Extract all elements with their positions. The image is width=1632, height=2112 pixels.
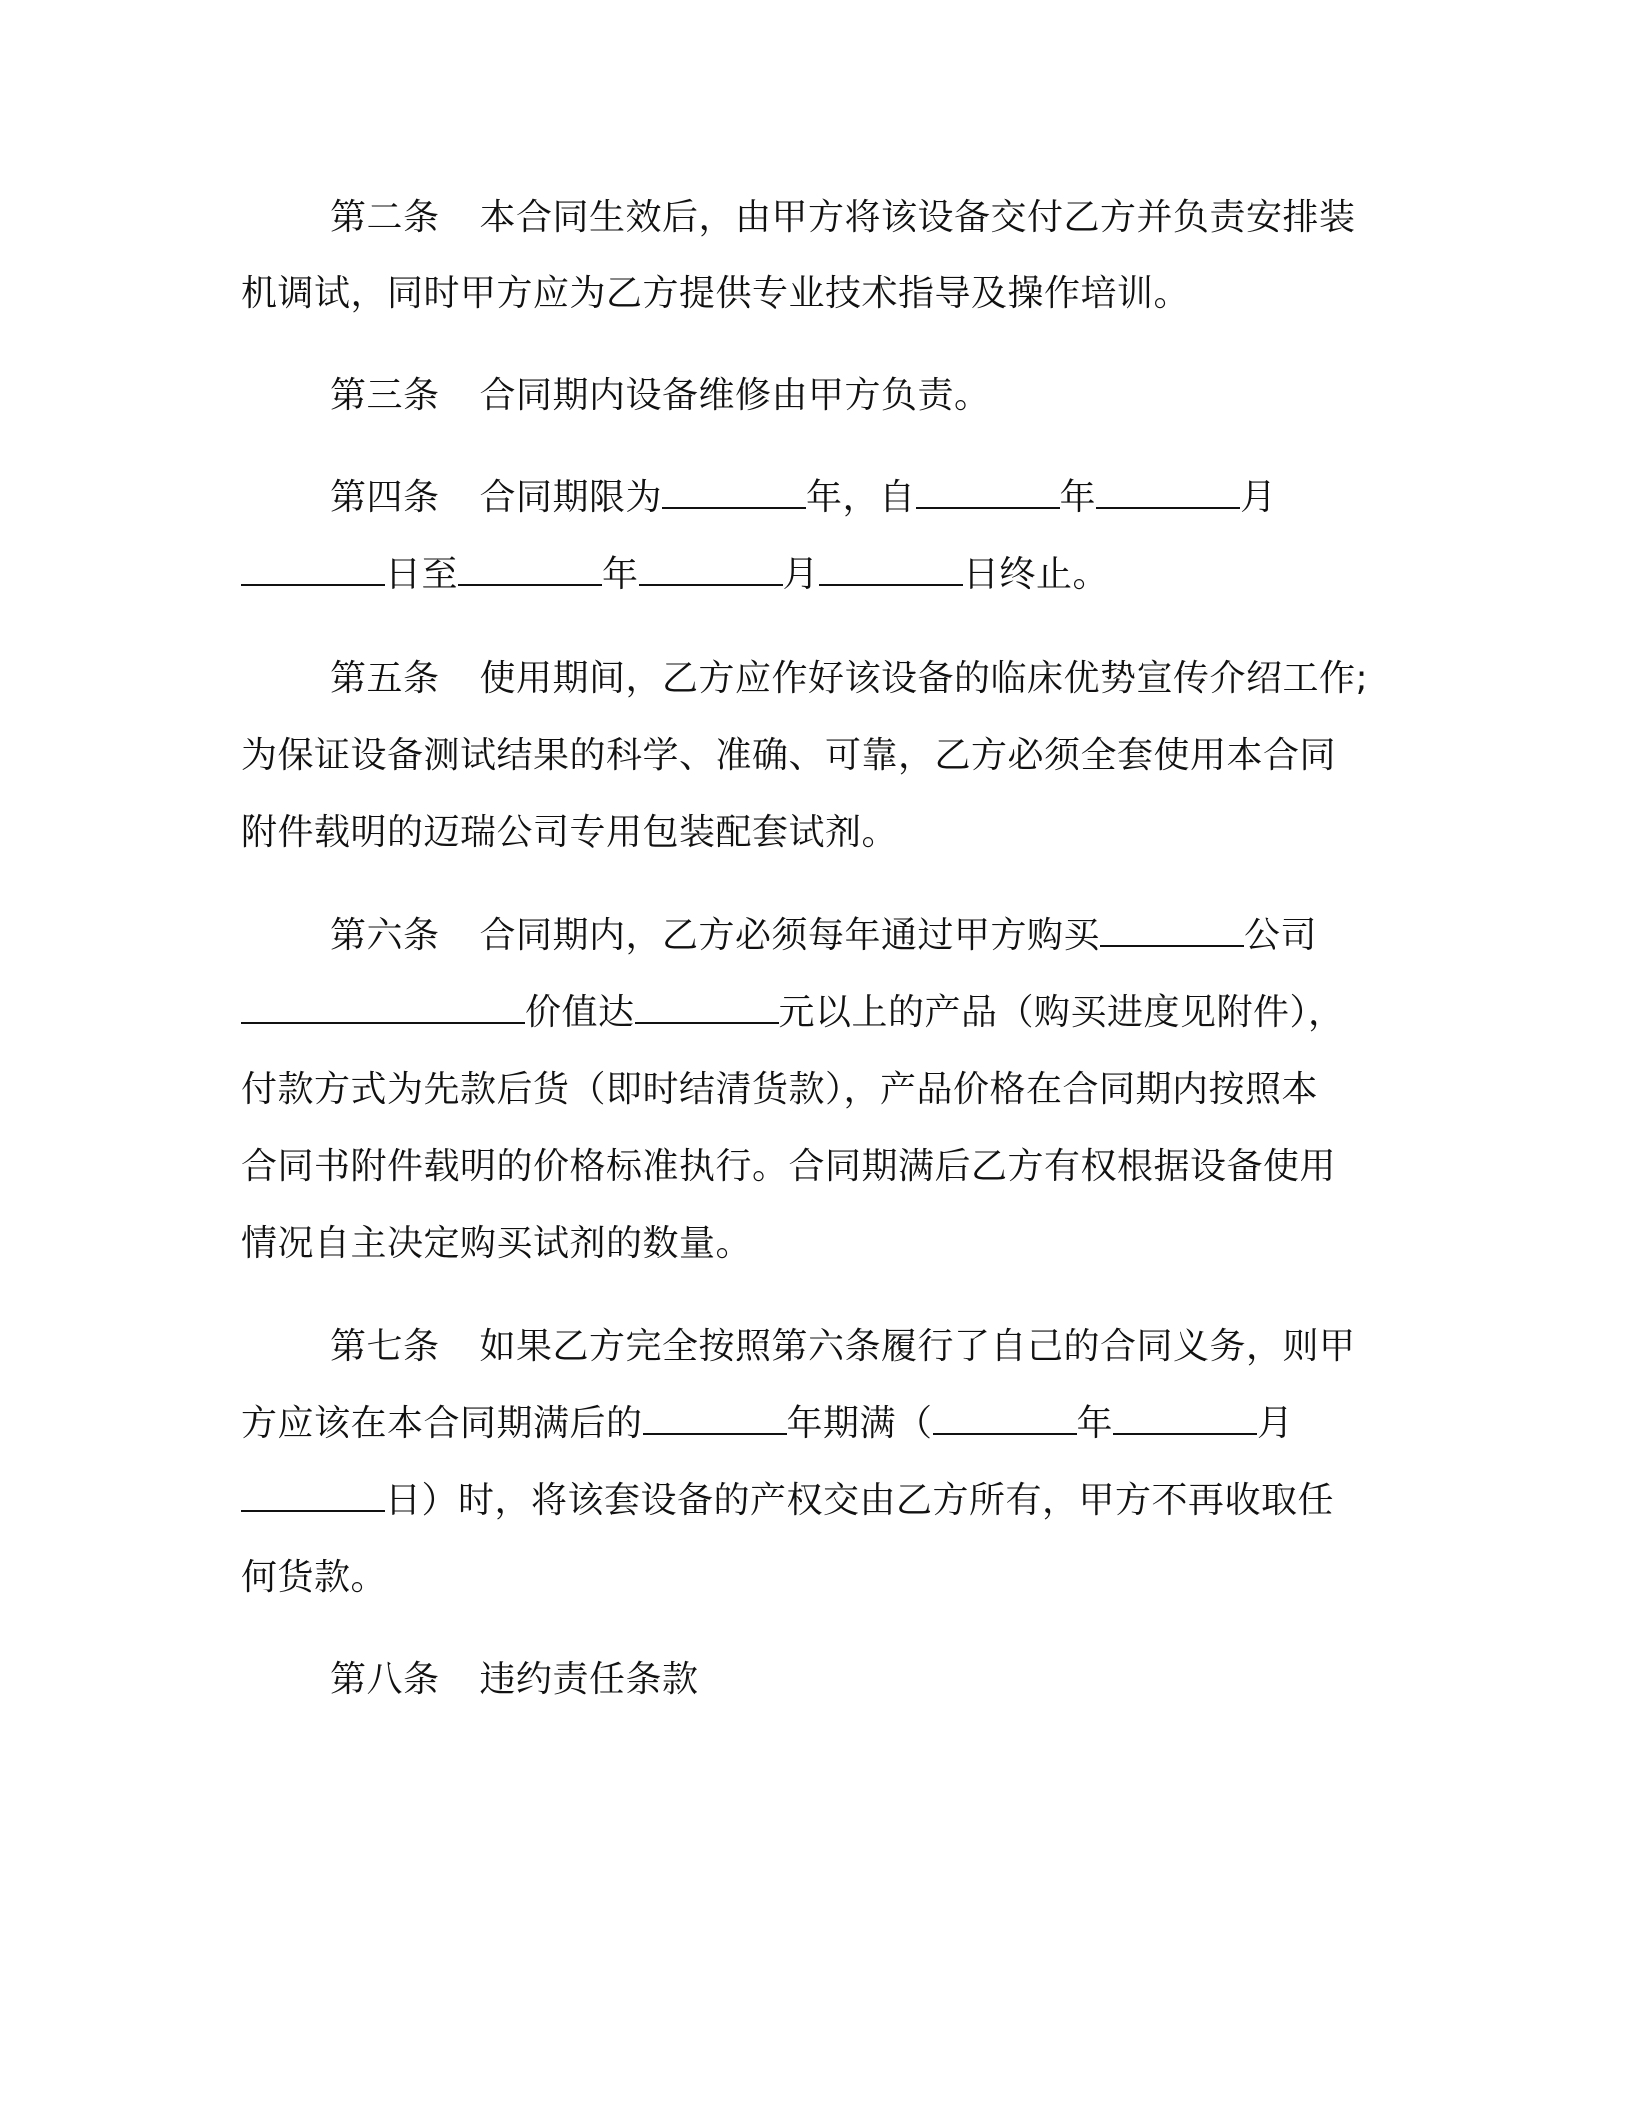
article-text: 年	[1059, 477, 1097, 518]
article-text: 合同期内，乙方必须每年通过甲方购买	[479, 915, 1101, 956]
article-text: 机调试，同时甲方应为乙方提供专业技术指导及操作培训。	[241, 273, 1191, 314]
article-4-line-1	[330, 476, 1277, 520]
article-5-line-1	[330, 657, 1368, 701]
article-text: 月	[1257, 1403, 1294, 1444]
blank-field[interactable]	[1113, 1405, 1257, 1435]
blank-field[interactable]	[662, 479, 806, 509]
article-heading: 第二条	[330, 197, 440, 238]
blank-field[interactable]	[458, 556, 602, 586]
article-heading: 第四条	[330, 477, 440, 518]
blank-field[interactable]	[933, 1405, 1077, 1435]
blank-field[interactable]	[241, 556, 385, 586]
article-text: 合同书附件载明的价格标准执行。合同期满后乙方有权根据设备使用	[241, 1146, 1337, 1187]
article-text: 使用期间，乙方应作好该设备的临床优势宣传介绍工作;	[479, 658, 1369, 699]
blank-field[interactable]	[1096, 479, 1240, 509]
article-6-line-5	[241, 1222, 752, 1266]
article-4-line-2	[241, 553, 1109, 597]
article-heading: 第八条	[330, 1659, 440, 1700]
article-text: 日终止。	[963, 554, 1110, 595]
article-text: 价值达	[525, 992, 635, 1033]
blank-field[interactable]	[639, 556, 783, 586]
article-5-line-3	[241, 811, 898, 855]
blank-field[interactable]	[635, 994, 779, 1024]
article-3-line-1	[330, 374, 991, 418]
article-text: 年，自	[806, 477, 916, 518]
article-2-line-2	[241, 272, 1190, 316]
article-6-line-3	[241, 1068, 1318, 1112]
article-text: 公司	[1244, 915, 1318, 956]
article-text: 何货款。	[241, 1557, 388, 1598]
article-6-line-2	[241, 991, 1345, 1035]
article-text: 日至	[385, 554, 459, 595]
article-text: 日）时，将该套设备的产权交由乙方所有，甲方不再收取任	[385, 1480, 1335, 1521]
article-2-line-1	[330, 196, 1356, 240]
article-heading: 第六条	[330, 915, 440, 956]
article-5-line-2	[241, 734, 1336, 778]
article-heading: 第七条	[330, 1326, 440, 1367]
article-text: 付款方式为先款后货（即时结清货款），产品价格在合同期内按照本	[241, 1069, 1319, 1110]
blank-field[interactable]	[819, 556, 963, 586]
article-heading: 第五条	[330, 658, 440, 699]
article-7-line-2	[241, 1402, 1294, 1446]
article-7-line-1	[330, 1325, 1356, 1369]
article-text: 年	[1076, 1403, 1114, 1444]
article-text: 元以上的产品（购买进度见附件），	[778, 992, 1345, 1033]
article-text: 方应该在本合同期满后的	[241, 1403, 643, 1444]
blank-field[interactable]	[241, 1482, 385, 1512]
article-text: 合同期内设备维修由甲方负责。	[479, 375, 991, 416]
article-heading: 第三条	[330, 375, 440, 416]
article-text: 违约责任条款	[479, 1659, 699, 1700]
article-text: 月	[782, 554, 820, 595]
article-text: 如果乙方完全按照第六条履行了自己的合同义务，则甲	[479, 1326, 1356, 1367]
blank-field[interactable]	[643, 1405, 787, 1435]
article-text: 附件载明的迈瑞公司专用包装配套试剂。	[241, 812, 899, 853]
article-text: 为保证设备测试结果的科学、准确、可靠，乙方必须全套使用本合同	[241, 735, 1337, 776]
article-text: 合同期限为	[479, 477, 663, 518]
article-text: 年	[602, 554, 639, 595]
blank-field[interactable]	[916, 479, 1060, 509]
article-text: 年期满（	[786, 1403, 933, 1444]
article-6-line-1	[330, 914, 1317, 958]
article-text: 本合同生效后，由甲方将该设备交付乙方并负责安排装	[479, 197, 1356, 238]
blank-field[interactable]	[1100, 917, 1244, 947]
article-text: 情况自主决定购买试剂的数量。	[241, 1223, 753, 1264]
article-text: 月	[1240, 477, 1277, 518]
article-7-line-4	[241, 1556, 387, 1600]
blank-field[interactable]	[241, 994, 525, 1024]
article-8-line-1	[330, 1658, 699, 1702]
article-7-line-3	[241, 1479, 1334, 1523]
article-6-line-4	[241, 1145, 1336, 1189]
